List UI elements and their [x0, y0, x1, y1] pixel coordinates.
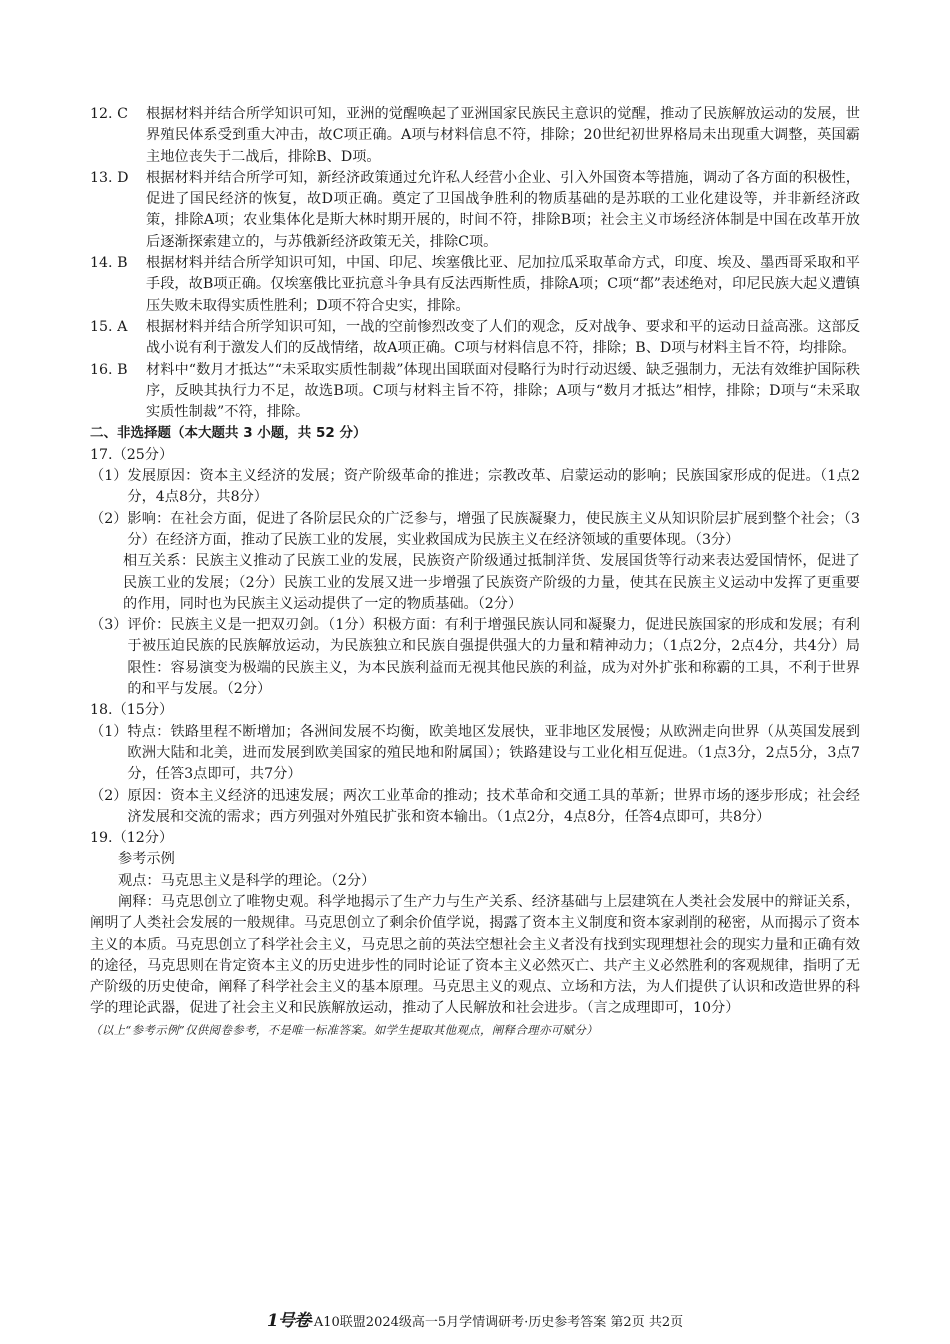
question-17-heading: 17.（25分） [90, 446, 174, 463]
mc-answer-13 [90, 168, 860, 253]
part-text: 特点：铁路里程不断增加；各洲间发展不均衡，欧美地区发展快，亚非地区发展慢；从欧洲走向世界（从英国发展到欧洲大陆和北美，进而发展到欧美国家的殖民地和附属国）；铁路建设与工业化相互促进。（1点3分，2点5分，3点7分，任答3点即可，共7分） [127, 723, 860, 783]
answer-content [90, 104, 860, 1041]
footer-text: ·A10联盟2024级高一5月学情调研考·历史参考答案 第2页 共2页 [309, 1315, 684, 1330]
q18-part-1 [90, 722, 860, 786]
part-number: （2） [90, 510, 128, 527]
mc-explanation: 材料中“数月才抵达”“未采取实质性制裁”体现出国联面对侵略行为时行动迟缓、缺乏强制力，无法有效维护国际秩序，反映其执行力不足，故选B项。C项与材料主旨不符，排除；A项与“数月才抵达”相悖，排除；D项与“未采取实质性制裁”不符，排除。 [146, 361, 860, 421]
mc-answer-14 [90, 253, 860, 317]
question-18-heading: 18.（15分） [90, 702, 174, 719]
mc-number: 13. D [90, 169, 129, 186]
mc-explanation: 根据材料并结合所学知识可知，亚洲的觉醒唤起了亚洲国家民族民主意识的觉醒，推动了民族解放运动的发展，世界殖民体系受到重大冲击，故C项正确。A项与材料信息不符，排除；20世纪初世界格局未出现重大调整，英国霸主地位丧失于二战后，排除B、D项。 [146, 106, 860, 165]
part-number: （1） [90, 468, 128, 485]
reference-example-label: 参考示例 [118, 851, 175, 868]
part-number: （1） [90, 723, 128, 740]
brand-logo: 1号卷 [266, 1311, 310, 1331]
mc-explanation: 根据材料并结合所学知识可知，一战的空前惨烈改变了人们的观念，反对战争、要求和平的运动日益高涨。这部反战小说有利于激发人们的反战情绪，故A项正确。C项与材料信息不符，排除；B、D项与材料主旨不符，均排除。 [146, 318, 860, 357]
q17-part-1 [90, 466, 860, 509]
mc-answer-16 [90, 360, 860, 424]
grading-note: （以上“参考示例”仅供阅卷参考，不是唯一标准答案。如学生提取其他观点，阐释合理亦可赋分） [90, 1022, 598, 1037]
part-text: 发展原因：资本主义经济的发展；资产阶级革命的推进；宗教改革、启蒙运动的影响；民族国家形成的促进。（1点2分，4点8分，共8分） [127, 468, 860, 506]
question-19-heading: 19.（12分） [90, 830, 174, 847]
mc-number: 16. B [90, 361, 128, 378]
mc-number: 14. B [90, 255, 128, 272]
q17-part-2 [90, 509, 860, 552]
section-heading: 二、非选择题（本大题共 3 小题，共 52 分） [90, 425, 367, 442]
mc-explanation: 根据材料并结合所学可知，新经济政策通过允许私人经营小企业、引入外国资本等措施，调动了各方面的积极性，促进了国民经济的恢复，故D项正确。奠定了卫国战争胜利的物质基础的是苏联的工业化建设等，并非新经济政策，排除A项；农业集体化是斯大林时期开展的，时间不符，排除B项；社会主义市场经济体制是中国在改革开放后逐渐探索建立的，与苏俄新经济政策无关，排除C项。 [146, 169, 860, 250]
mc-answer-15 [90, 317, 860, 360]
mc-number: 12. C [90, 106, 128, 122]
mc-number: 15. A [90, 318, 128, 335]
q17-part-3 [90, 615, 860, 700]
q18-part-2 [90, 786, 860, 829]
part-number: （2） [90, 787, 128, 804]
part-number: （3） [90, 617, 128, 634]
page-footer [0, 1306, 950, 1331]
mc-explanation: 根据材料并结合所学知识可知，中国、印尼、埃塞俄比亚、尼加拉瓜采取革命方式，印度、埃及、墨西哥采取和平手段，故B项正确。仅埃塞俄比亚抗意斗争具有反法西斯性质，排除A项；C项“都”表述绝对，印尼民族大起义遭镇压失败未取得实质性胜利；D项不符合史实，排除。 [146, 255, 860, 314]
explanation: 阐释：马克思创立了唯物史观。科学地揭示了生产力与生产关系、经济基础与上层建筑在人类社会发展中的辩证关系，阐明了人类社会发展的一般规律。马克思创立了剩余价值学说，揭露了资本主义制度和资本家剥削的秘密，从而揭示了资本主义的本质。马克思创立了科学社会主义，马克思之前的英法空想社会主义者没有找到实现理想社会的现实力量和正确有效的途径，马克思则在肯定资本主义的历史进步性的同时论证了资本主义必然灭亡、共产主义必然胜利的客观规律，指明了无产阶级的历史使命，阐释了科学社会主义的基本原理。马克思主义的观点、立场和方法，为人们提供了认识和改造世界的科学的理论武器，促进了社会主义和民族解放运动，推动了人民解放和社会进步。（言之成理即可，10分） [90, 893, 860, 1017]
q17-part-2-relation: 相互关系：民族主义推动了民族工业的发展，民族资产阶级通过抵制洋货、发展国货等行动来表达爱国情怀，促进了民族工业的发展；（2分）民族工业的发展又进一步增强了民族资产阶级的力量，使其在民族主义运动中发挥了更重要的作用，同时也为民族主义运动提供了一定的物质基础。（2分） [123, 553, 860, 612]
mc-answer-12 [90, 104, 860, 168]
viewpoint: 观点：马克思主义是科学的理论。（2分） [118, 872, 376, 889]
part-text: 影响：在社会方面，促进了各阶层民众的广泛参与，增强了民族凝聚力，使民族主义从知识阶层扩展到整个社会；（3分）在经济方面，推动了民族工业的发展，实业救国成为民族主义在经济领域的重要体现。（3分） [127, 510, 860, 548]
part-text: 评价：民族主义是一把双刃剑。（1分）积极方面：有利于增强民族认同和凝聚力，促进民族国家的形成和发展；有利于被压迫民族的民族解放运动，为民族独立和民族自强提供强大的力量和精神动力；（1点2分，2点4分，共4分）局限性：容易演变为极端的民族主义，为本民族利益而无视其他民族的利益，成为对外扩张和称霸的工具，不利于世界的和平与发展。（2分） [127, 617, 860, 698]
part-text: 原因：资本主义经济的迅速发展；两次工业革命的推动；技术革命和交通工具的革新；世界市场的逐步形成；社会经济发展和交流的需求；西方列强对外殖民扩张和资本输出。（1点2分，4点8分，任答4点即可，共8分） [127, 787, 860, 825]
